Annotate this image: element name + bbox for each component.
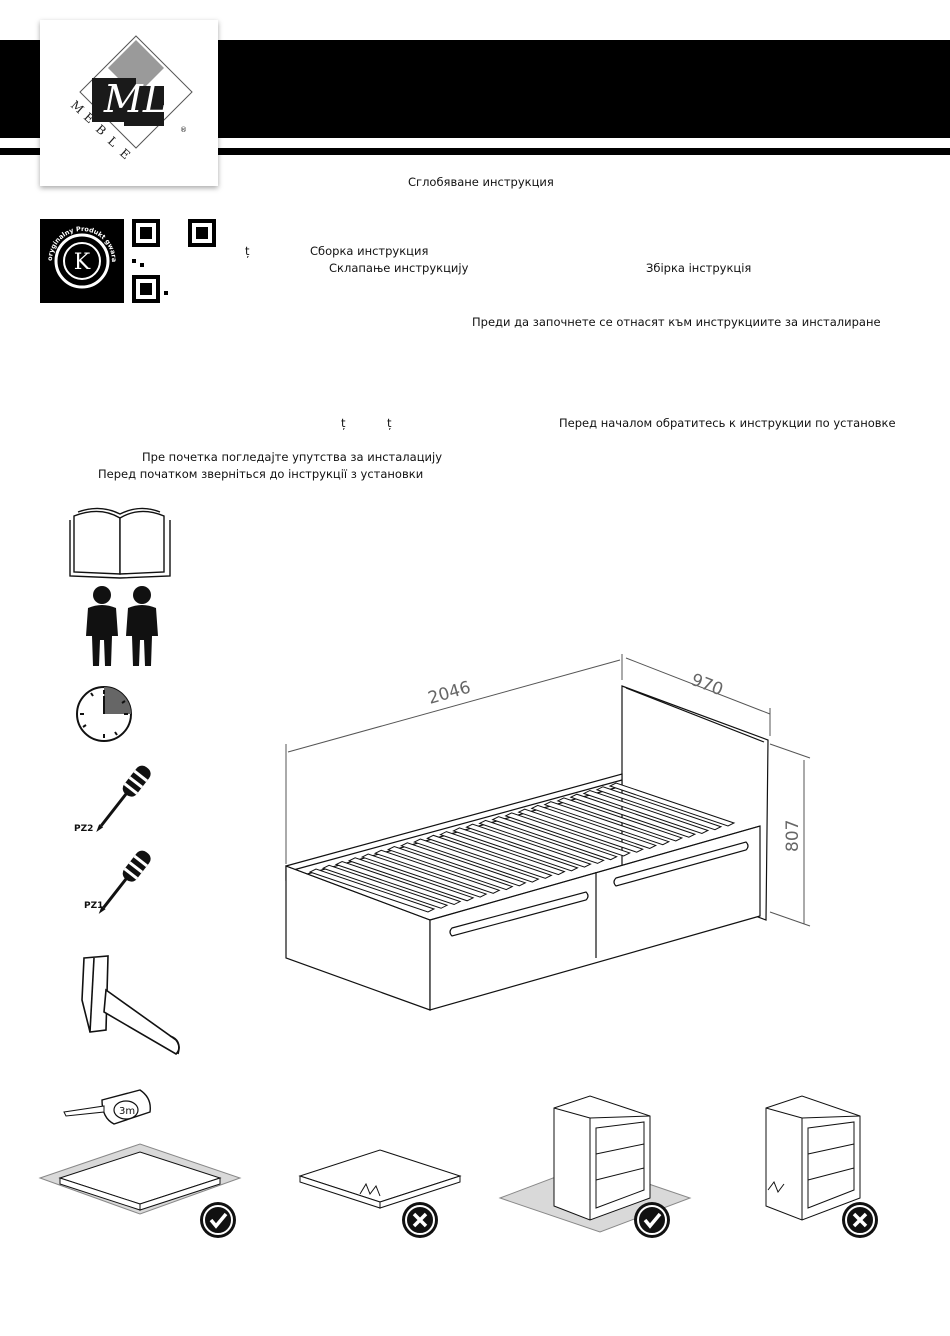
screwdriver-pz1-icon <box>84 848 153 919</box>
check-icon <box>200 1202 236 1238</box>
svg-text:2046: 2046 <box>425 677 473 709</box>
brand-logo <box>40 20 218 186</box>
hammer-icon <box>82 956 179 1054</box>
svg-text:M: M <box>67 97 87 117</box>
qr-code[interactable] <box>132 219 216 303</box>
book-icon <box>70 508 170 578</box>
svg-text:L: L <box>104 133 121 150</box>
svg-text:807: 807 <box>783 819 803 852</box>
svg-text:PZ2: PZ2 <box>74 824 94 834</box>
cross-icon <box>402 1202 438 1238</box>
instruction-ro-mark: ț <box>245 244 250 258</box>
svg-text:oryginalny Produkt gwarancją j: oryginalny Produkt gwara <box>45 224 119 263</box>
svg-text:E: E <box>116 145 133 163</box>
check-icon <box>634 1202 670 1238</box>
ml-meble-logo-icon <box>40 20 218 186</box>
cross-icon <box>842 1202 878 1238</box>
instruction-title-ru: Сборка инструкция <box>310 244 429 258</box>
note-ru: Перед началом обратитесь к инструкции по установке <box>559 416 896 430</box>
svg-text:B: B <box>92 121 109 139</box>
surface-guidelines <box>30 1078 930 1248</box>
svg-text:ML: ML <box>103 77 169 121</box>
svg-text:E: E <box>80 109 97 127</box>
svg-text:K: K <box>73 250 91 275</box>
note-ro-mark-1: ț <box>341 416 346 430</box>
svg-text:®: ® <box>180 126 187 134</box>
screwdriver-pz2-icon <box>74 763 153 837</box>
instruction-title-uk: Збірка інструкція <box>646 261 752 275</box>
cabinet-on-floor-illustration <box>766 1096 860 1220</box>
panel-on-floor-illustration <box>300 1150 460 1208</box>
note-sr: Пре почетка погледајте упутства за инсталацију <box>142 450 443 464</box>
instruction-title-sr: Склапање инструкцију <box>329 261 469 275</box>
svg-text:3m: 3m <box>119 1106 136 1117</box>
svg-text:970: 970 <box>688 669 726 701</box>
instruction-title-bg: Сглобяване инструкция <box>408 175 554 189</box>
note-bg: Преди да започнете се отнасят към инструкциите за инсталиране <box>472 315 881 329</box>
two-persons-icon <box>86 586 158 666</box>
clock-icon <box>77 687 131 741</box>
pictogram-column <box>60 500 260 1070</box>
panel-on-mat-illustration <box>40 1144 240 1214</box>
note-uk: Перед початком зверніться до інструкції з установки <box>98 467 424 481</box>
bed-drawing <box>270 640 830 1020</box>
svg-text:PZ1: PZ1 <box>84 901 104 911</box>
note-ro-mark-2: ț <box>387 416 392 430</box>
quality-badge <box>40 219 124 303</box>
